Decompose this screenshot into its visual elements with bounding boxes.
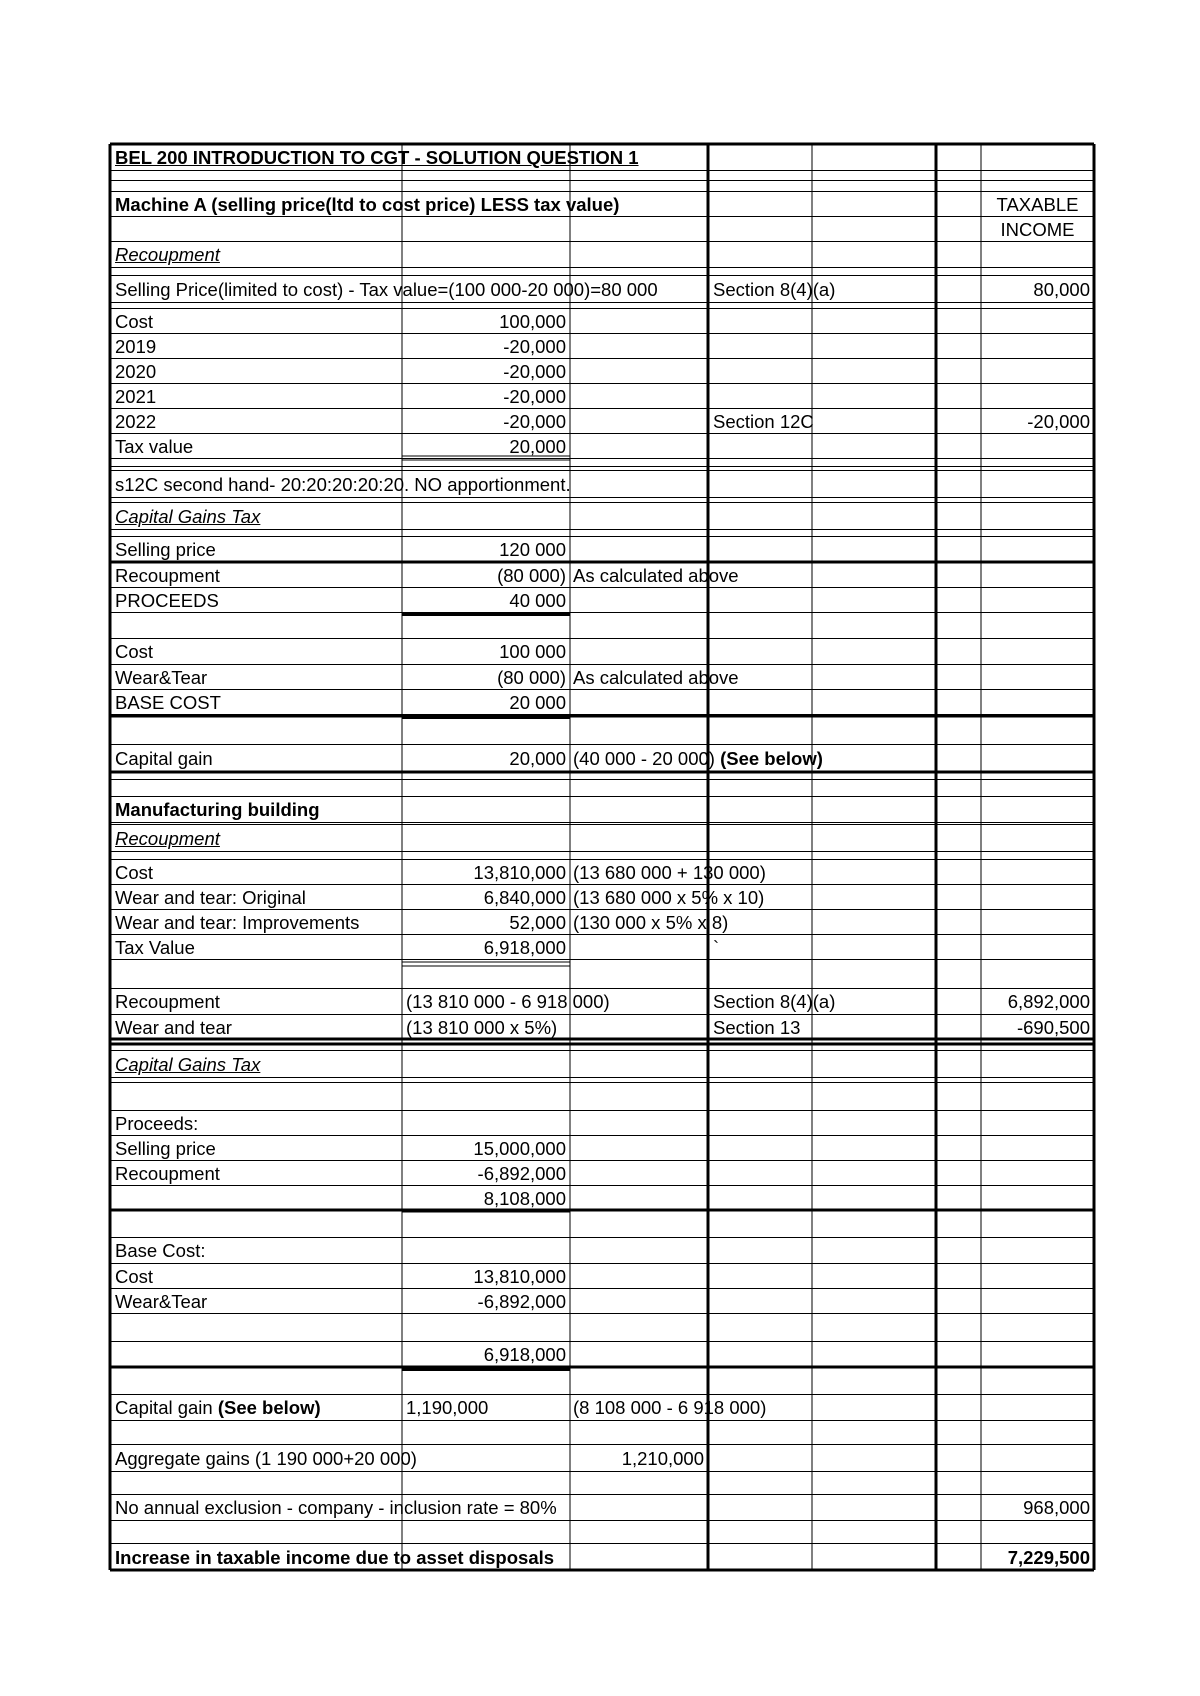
section-ref: Section 8(4)(a) xyxy=(713,991,836,1012)
row-label: Tax Value xyxy=(115,936,195,958)
row-label: Recoupment xyxy=(115,991,220,1012)
row-label: Recoupment xyxy=(115,1162,220,1184)
row-label: Manufacturing building xyxy=(115,799,320,820)
section-ref: Section 12C xyxy=(713,410,814,432)
row-label: Selling price xyxy=(115,539,216,560)
row-value-c: 1,210,000 xyxy=(621,1447,704,1469)
row-value-b: 40 000 xyxy=(509,589,566,611)
row-value-b: 100,000 xyxy=(499,310,566,332)
row-label: Wear and tear xyxy=(115,1016,232,1038)
taxable-income-value: 968,000 xyxy=(1023,1497,1090,1518)
row-note-c: As calculated above xyxy=(573,564,739,586)
row-label: Selling Price(limited to cost) - Tax value=(100 000-20 000)=80 000 xyxy=(115,278,658,300)
row-label: Cost xyxy=(115,1265,154,1287)
section-ref: Section 8(4)(a) xyxy=(713,278,836,300)
taxable-income-header: INCOME xyxy=(1000,218,1075,240)
row-value-b: 20,000 xyxy=(509,435,566,457)
row-value-b: 1,190,000 xyxy=(406,1397,489,1418)
row-label: Recoupment xyxy=(115,827,220,849)
taxable-income-header: TAXABLE xyxy=(996,193,1079,215)
row-value-b: 20,000 xyxy=(509,747,566,769)
row-note-c: (130 000 x 5% x 8) xyxy=(573,911,729,933)
row-label: Machine A (selling price(ltd to cost price) LESS tax value) xyxy=(115,193,620,215)
row-value-b: (80 000) xyxy=(497,666,566,688)
row-label: Cost xyxy=(115,641,154,662)
row-label: 2021 xyxy=(115,385,157,407)
row-value-b: (13 810 000 x 5%) xyxy=(406,1016,558,1038)
see-below-note: (See below) xyxy=(714,747,823,769)
row-label: Tax value xyxy=(115,435,194,457)
row-label: Wear&Tear xyxy=(115,1290,208,1312)
row-value-b: 20 000 xyxy=(509,691,566,713)
row-label: Recoupment xyxy=(115,564,220,586)
row-note-c: (13 680 000 x 5% x 10) xyxy=(573,886,765,908)
see-below-note: (See below) xyxy=(212,1397,321,1418)
row-label: 2022 xyxy=(115,410,157,432)
row-label: Aggregate gains (1 190 000+20 000) xyxy=(115,1447,417,1469)
row-value-b: 8,108,000 xyxy=(483,1187,566,1209)
row-label: Selling price xyxy=(115,1137,216,1159)
row-value-b: 13,810,000 xyxy=(473,861,566,883)
row-value-b: 6,840,000 xyxy=(483,886,566,908)
row-value-b: -20,000 xyxy=(503,360,566,382)
row-label: Increase in taxable income due to asset disposals xyxy=(115,1546,555,1568)
taxable-income-value: 6,892,000 xyxy=(1007,991,1090,1012)
row-label: Cost xyxy=(115,861,154,883)
section-ref: ` xyxy=(713,936,720,958)
row-note-c: (8 108 000 - 6 918 000) xyxy=(573,1397,767,1418)
row-label: PROCEEDS xyxy=(115,589,219,611)
taxable-income-value: -690,500 xyxy=(1016,1016,1090,1038)
row-value-b: 15,000,000 xyxy=(473,1137,566,1159)
row-value-b: -20,000 xyxy=(503,335,566,357)
row-label: BASE COST xyxy=(115,691,221,713)
row-value-b: 13,810,000 xyxy=(473,1265,566,1287)
section-ref: Section 13 xyxy=(713,1016,801,1038)
row-label: Wear and tear: Improvements xyxy=(115,911,360,933)
row-note-c: (13 680 000 + 130 000) xyxy=(573,861,766,883)
row-label: Wear&Tear xyxy=(115,666,208,688)
row-value-b: (13 810 000 - 6 918 000) xyxy=(406,991,610,1012)
row-label xyxy=(115,1398,321,1418)
row-value-b: 6,918,000 xyxy=(483,1344,566,1365)
row-label: s12C second hand- 20:20:20:20:20. NO apportionment. xyxy=(115,473,571,495)
row-value-b: 100 000 xyxy=(499,641,566,662)
row-value-b: 6,918,000 xyxy=(483,936,566,958)
row-label: Wear and tear: Original xyxy=(115,886,306,908)
row-note-c xyxy=(573,749,823,769)
row-label: 2020 xyxy=(115,360,157,382)
row-label: 2019 xyxy=(115,335,157,357)
row-value-b: (80 000) xyxy=(497,564,566,586)
row-note-text: (40 000 - 20 000) xyxy=(573,747,715,769)
page-title: BEL 200 INTRODUCTION TO CGT - SOLUTION QUESTION 1 xyxy=(115,147,639,168)
row-label: Capital Gains Tax xyxy=(115,505,261,527)
row-value-b: 52,000 xyxy=(509,911,566,933)
row-label: Cost xyxy=(115,310,154,332)
taxable-income-value: 80,000 xyxy=(1033,278,1090,300)
row-value-b: -20,000 xyxy=(503,385,566,407)
row-note-c: As calculated above xyxy=(573,666,739,688)
row-value-b: 120 000 xyxy=(499,539,566,560)
row-value-b: -20,000 xyxy=(503,410,566,432)
row-value-b: -6,892,000 xyxy=(477,1290,566,1312)
row-value-b: -6,892,000 xyxy=(477,1162,566,1184)
row-label: No annual exclusion - company - inclusion rate = 80% xyxy=(115,1497,557,1518)
row-label: Capital Gains Tax xyxy=(115,1053,261,1075)
row-label: Capital gain xyxy=(115,747,213,769)
row-label: Base Cost: xyxy=(115,1240,206,1261)
row-label: Proceeds: xyxy=(115,1112,199,1134)
row-label: Recoupment xyxy=(115,244,220,265)
taxable-income-value: 7,229,500 xyxy=(1007,1546,1090,1568)
taxable-income-value: -20,000 xyxy=(1027,410,1090,432)
row-label-text: Capital gain xyxy=(115,1397,213,1418)
